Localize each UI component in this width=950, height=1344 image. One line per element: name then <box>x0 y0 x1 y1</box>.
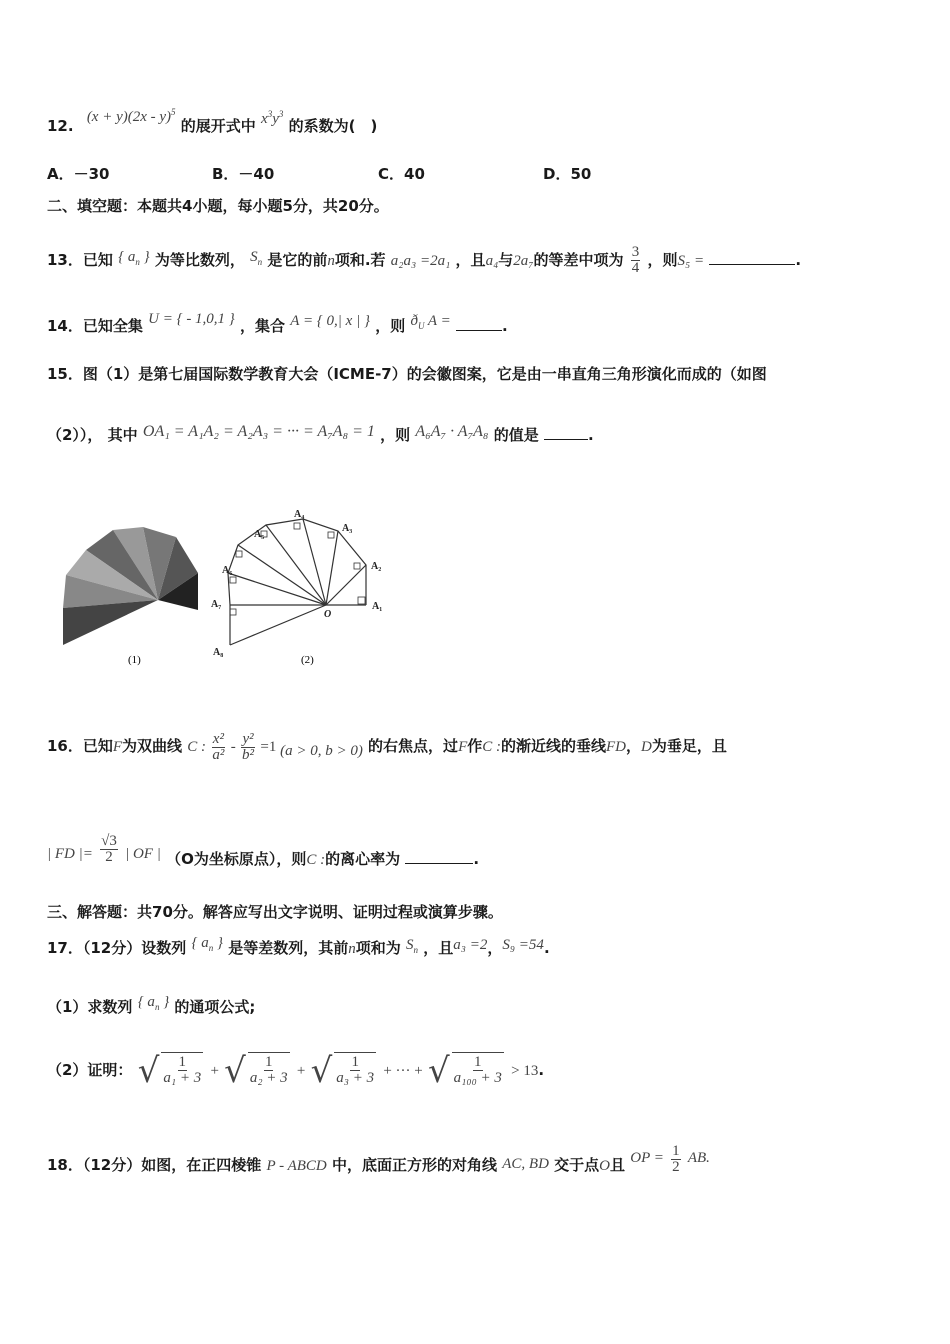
q15-condition: OA₁ = A₁A₂ = A₂A₃ = ··· = A₇A₈ = 1 <box>142 423 375 440</box>
question-13: 13．已知 { $a_n$ } 为等比数列， $S_n$ 是它的前n项和.若 a₂a₃ =2a₁ ，且a₄与2a₇的等差中项为 $\frac{3}{4}$ ，则S₅ = . <box>47 244 802 276</box>
q18-half: $\frac{1}{2}$ <box>672 1143 680 1175</box>
option-d[interactable]: D．50 <box>543 165 592 183</box>
section-2-heading: 二、填空题：本题共4小题，每小题5分，共20分。 <box>47 197 389 215</box>
option-b[interactable]: B．－40 <box>212 165 275 183</box>
q12-text-2: 的系数为( ) <box>288 117 378 135</box>
question-14: 14．已知全集 U = { - 1,0,1 } ，集合 A = { 0,| x | } ，则 $ð_U$ A = . <box>47 311 508 335</box>
sqrt-term-2: √ $\frac{1}{\text{a₂ + 3}}$ <box>224 1050 288 1091</box>
q12-expression: (x + y)(2x - y)$^5$ <box>86 107 176 125</box>
label-o: O <box>324 609 332 620</box>
q13-sequence: { $a_n$ } <box>118 249 150 267</box>
q16-hyperbola: C : $\frac{\text{x²}}{\text{a²}}$ - $\frac{\text{y²}}{\text{b²}}$ =1 <box>187 731 277 763</box>
sqrt-term-1: √ $\frac{1}{\text{a₁ + 3}}$ <box>137 1050 202 1091</box>
figure-1-fan <box>63 527 198 645</box>
question-15-line-2: （2））， 其中 OA₁ = A₁A₂ = A₂A₃ = ··· = A₇A₈ = 1 ，则 A₆A₇ · A₇A₈ 的值是 . <box>47 423 594 444</box>
q13-answer-blank[interactable] <box>709 250 795 265</box>
label-a8: A₈ <box>213 647 224 658</box>
q15-product: A₆A₇ · A₇A₈ <box>415 423 489 440</box>
label-a2: A₂ <box>371 561 382 572</box>
label-a4: A₄ <box>294 509 305 520</box>
icme-figure <box>58 505 418 674</box>
question-17: 17．（12分）设数列 { $a_n$ } 是等差数列，其前n项和为 $S_n$ ，且a₃ =2，S₉ =54. <box>47 935 550 957</box>
q14-answer-blank[interactable] <box>456 316 502 331</box>
q14-universal-set: U = { - 1,0,1 } <box>148 311 235 327</box>
question-16-line-1: 16．已知F为双曲线 C : $\frac{\text{x²}}{\text{a²}}$ - $\frac{\text{y²}}{\text{b²}}$ =1 (a > 0, b > 0) 的右焦点，过F作C :的渐近线的垂线FD，D为垂足，且 <box>47 731 727 763</box>
option-a[interactable]: A．－30 <box>47 165 110 183</box>
q12-number: 12. <box>47 117 74 135</box>
q12-term: $x^3y^3$ <box>261 109 284 127</box>
figure-1-caption: (1) <box>128 654 141 666</box>
label-a6: A₆ <box>222 565 233 576</box>
question-17-part-1: （1）求数列 { $a_n$ } 的通项公式; <box>47 994 256 1016</box>
sqrt-term-3: √ $\frac{1}{\text{a₃ + 3}}$ <box>310 1050 375 1091</box>
label-a5: A₅ <box>254 529 265 540</box>
sqrt-term-100: √ $\frac{1}{\text{a₁₀₀ + 3}}$ <box>427 1050 502 1091</box>
option-c[interactable]: C．40 <box>378 165 425 183</box>
question-16-line-2: | FD |= $\frac{√3}{2}$ | OF | （O为坐标原点），则C :的离心率为 . <box>47 833 480 868</box>
icme-figure-svg <box>58 505 418 670</box>
q14-complement: $ð_U$ A = <box>410 313 451 331</box>
q16-sqrt-fraction: $\frac{√3}{2}$ <box>101 833 117 865</box>
question-15-line-1: 15．图（1）是第七届国际数学教育大会（ICME-7）的会徽图案，它是由一串直角三角形演化而成的（如图 <box>47 365 767 383</box>
q13-condition: a₂a₃ =2a₁ <box>390 253 451 269</box>
question-12 <box>47 107 378 137</box>
q13-fraction: $\frac{3}{4}$ <box>631 244 640 276</box>
section-3-heading: 三、解答题：共70分。解答应写出文字说明、证明过程或演算步骤。 <box>47 903 503 921</box>
q16-condition: (a > 0, b > 0) <box>280 742 363 759</box>
figure-2-spiral <box>228 519 366 645</box>
question-18: 18．（12分）如图，在正四棱锥 P - ABCD 中，底面正方形的对角线 AC, BD 交于点O且 OP = $\frac{1}{2}$ AB. <box>47 1143 710 1175</box>
label-a1: A₁ <box>372 601 383 612</box>
q15-answer-blank[interactable] <box>544 425 588 440</box>
label-a7: A₇ <box>211 599 222 610</box>
q16-answer-blank[interactable] <box>405 849 473 864</box>
label-a3: A₃ <box>342 523 353 534</box>
figure-2-caption: (2) <box>301 654 314 666</box>
q14-set-a: A = { 0,| x | } <box>290 313 370 329</box>
q12-text-1: 的展开式中 <box>180 117 256 135</box>
question-17-part-2: （2）证明： √ $\frac{1}{\text{a₁ + 3}}$ + √ $\frac{1}{\text{a₂ + 3}}$ + √ $\frac{1}{\text{a₃ + 3}}$ + ··· + √ $\frac{1}{\text{a₁₀₀ + 3}}$ > 13. <box>47 1050 545 1091</box>
